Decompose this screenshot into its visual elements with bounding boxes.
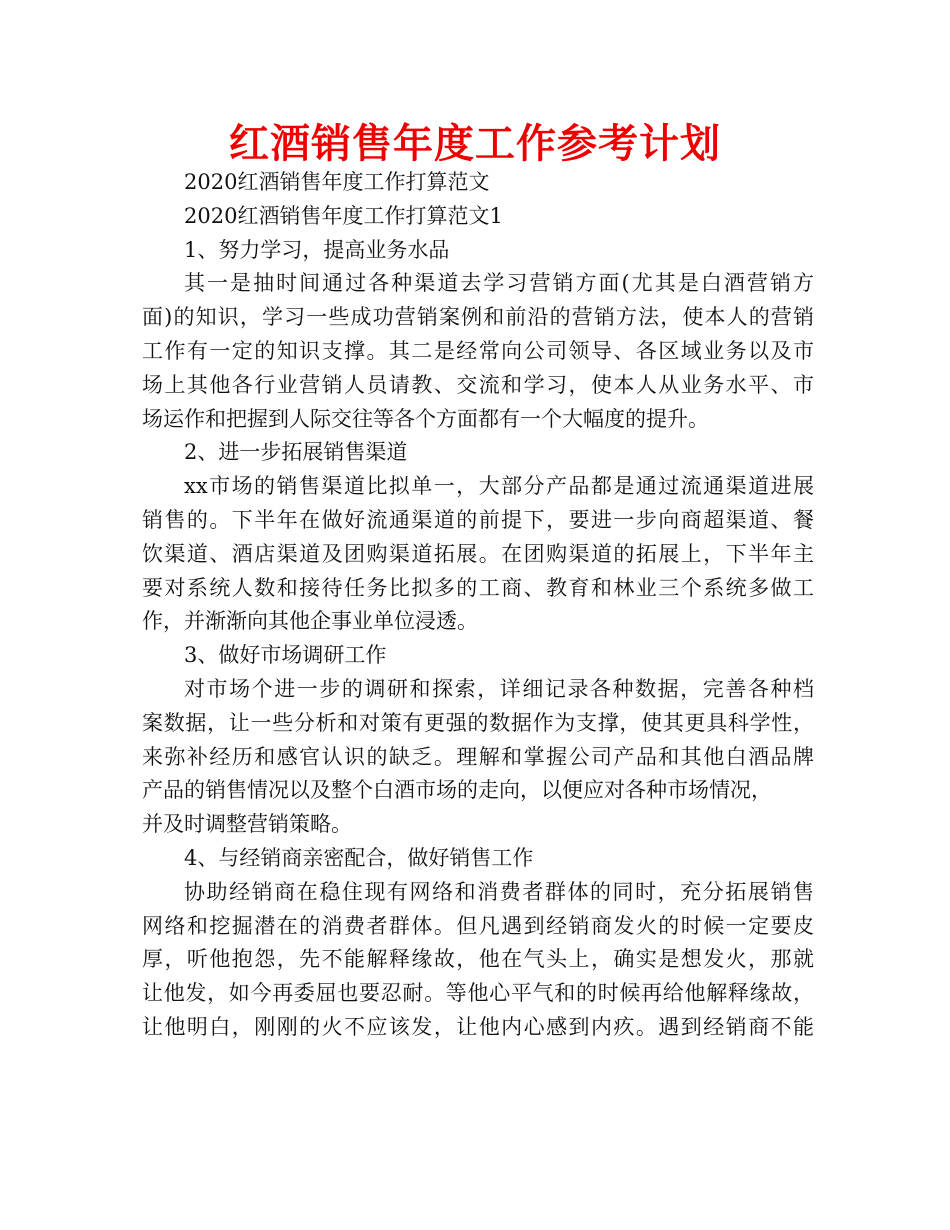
section-heading: 4、与经销商亲密配合，做好销售工作 — [184, 845, 534, 870]
paragraph-line: 场上其他各行业营销人员请教、交流和学习，使本人从业务水平、市 — [142, 372, 814, 397]
paragraph-line: 产品的销售情况以及整个白酒市场的走向，以便应对各种市场情况， — [142, 778, 772, 803]
paragraph-line: 并及时调整营销策略。 — [142, 812, 352, 837]
paragraph-line: 厚，听他抱怨，先不能解释缘故，他在气头上，确实是想发火，那就 — [142, 947, 814, 972]
section-heading: 1、努力学习，提高业务水品 — [184, 237, 450, 262]
paragraph-line: 来弥补经历和感官认识的缺乏。理解和掌握公司产品和其他白酒品牌 — [142, 744, 814, 769]
section-heading: 3、做好市场调研工作 — [184, 643, 387, 668]
paragraph-line: 对市场个进一步的调研和探索，详细记录各种数据，完善各种档 — [184, 676, 814, 701]
paragraph-line: 其一是抽时间通过各种渠道去学习营销方面(尤其是白酒营销方 — [184, 271, 814, 296]
paragraph-line: 作，并渐渐向其他企事业单位浸透。 — [142, 609, 478, 634]
paragraph-line: 协助经销商在稳住现有网络和消费者群体的同时，充分拓展销售 — [184, 879, 814, 904]
paragraph-line: 场运作和把握到人际交往等各个方面都有一个大幅度的提升。 — [142, 406, 709, 431]
paragraph-line: 要对系统人数和接待任务比拟多的工商、教育和林业三个系统多做工 — [142, 575, 814, 600]
paragraph-line: 让他发，如今再委屈也要忍耐。等他心平气和的时候再给他解释缘故， — [142, 981, 814, 1006]
paragraph-line: 饮渠道、酒店渠道及团购渠道拓展。在团购渠道的拓展上，下半年主 — [142, 541, 814, 566]
document-body — [142, 166, 814, 1045]
paragraph-line: 让他明白，刚刚的火不应该发，让他内心感到内疚。遇到经销商不能 — [142, 1014, 814, 1039]
document-title: 红酒销售年度工作参考计划 — [229, 120, 721, 167]
subtitle-line: 2020红酒销售年度工作打算范文1 — [184, 203, 503, 228]
paragraph-line: 网络和挖掘潜在的消费者群体。但凡遇到经销商发火的时候一定要皮 — [142, 913, 814, 938]
paragraph-line: 销售的。下半年在做好流通渠道的前提下，要进一步向商超渠道、餐 — [142, 507, 814, 532]
paragraph-line: 面)的知识，学习一些成功营销案例和前沿的营销方法，使本人的营销 — [142, 305, 814, 330]
section-heading: 2、进一步拓展销售渠道 — [184, 440, 408, 465]
subtitle-line: 2020红酒销售年度工作打算范文 — [184, 170, 490, 194]
paragraph-line: xx市场的销售渠道比拟单一，大部分产品都是通过流通渠道进展 — [184, 474, 814, 499]
paragraph-line: 工作有一定的知识支撑。其二是经常向公司领导、各区域业务以及市 — [142, 338, 814, 363]
paragraph-line: 案数据，让一些分析和对策有更强的数据作为支撑，使其更具科学性， — [142, 710, 814, 735]
